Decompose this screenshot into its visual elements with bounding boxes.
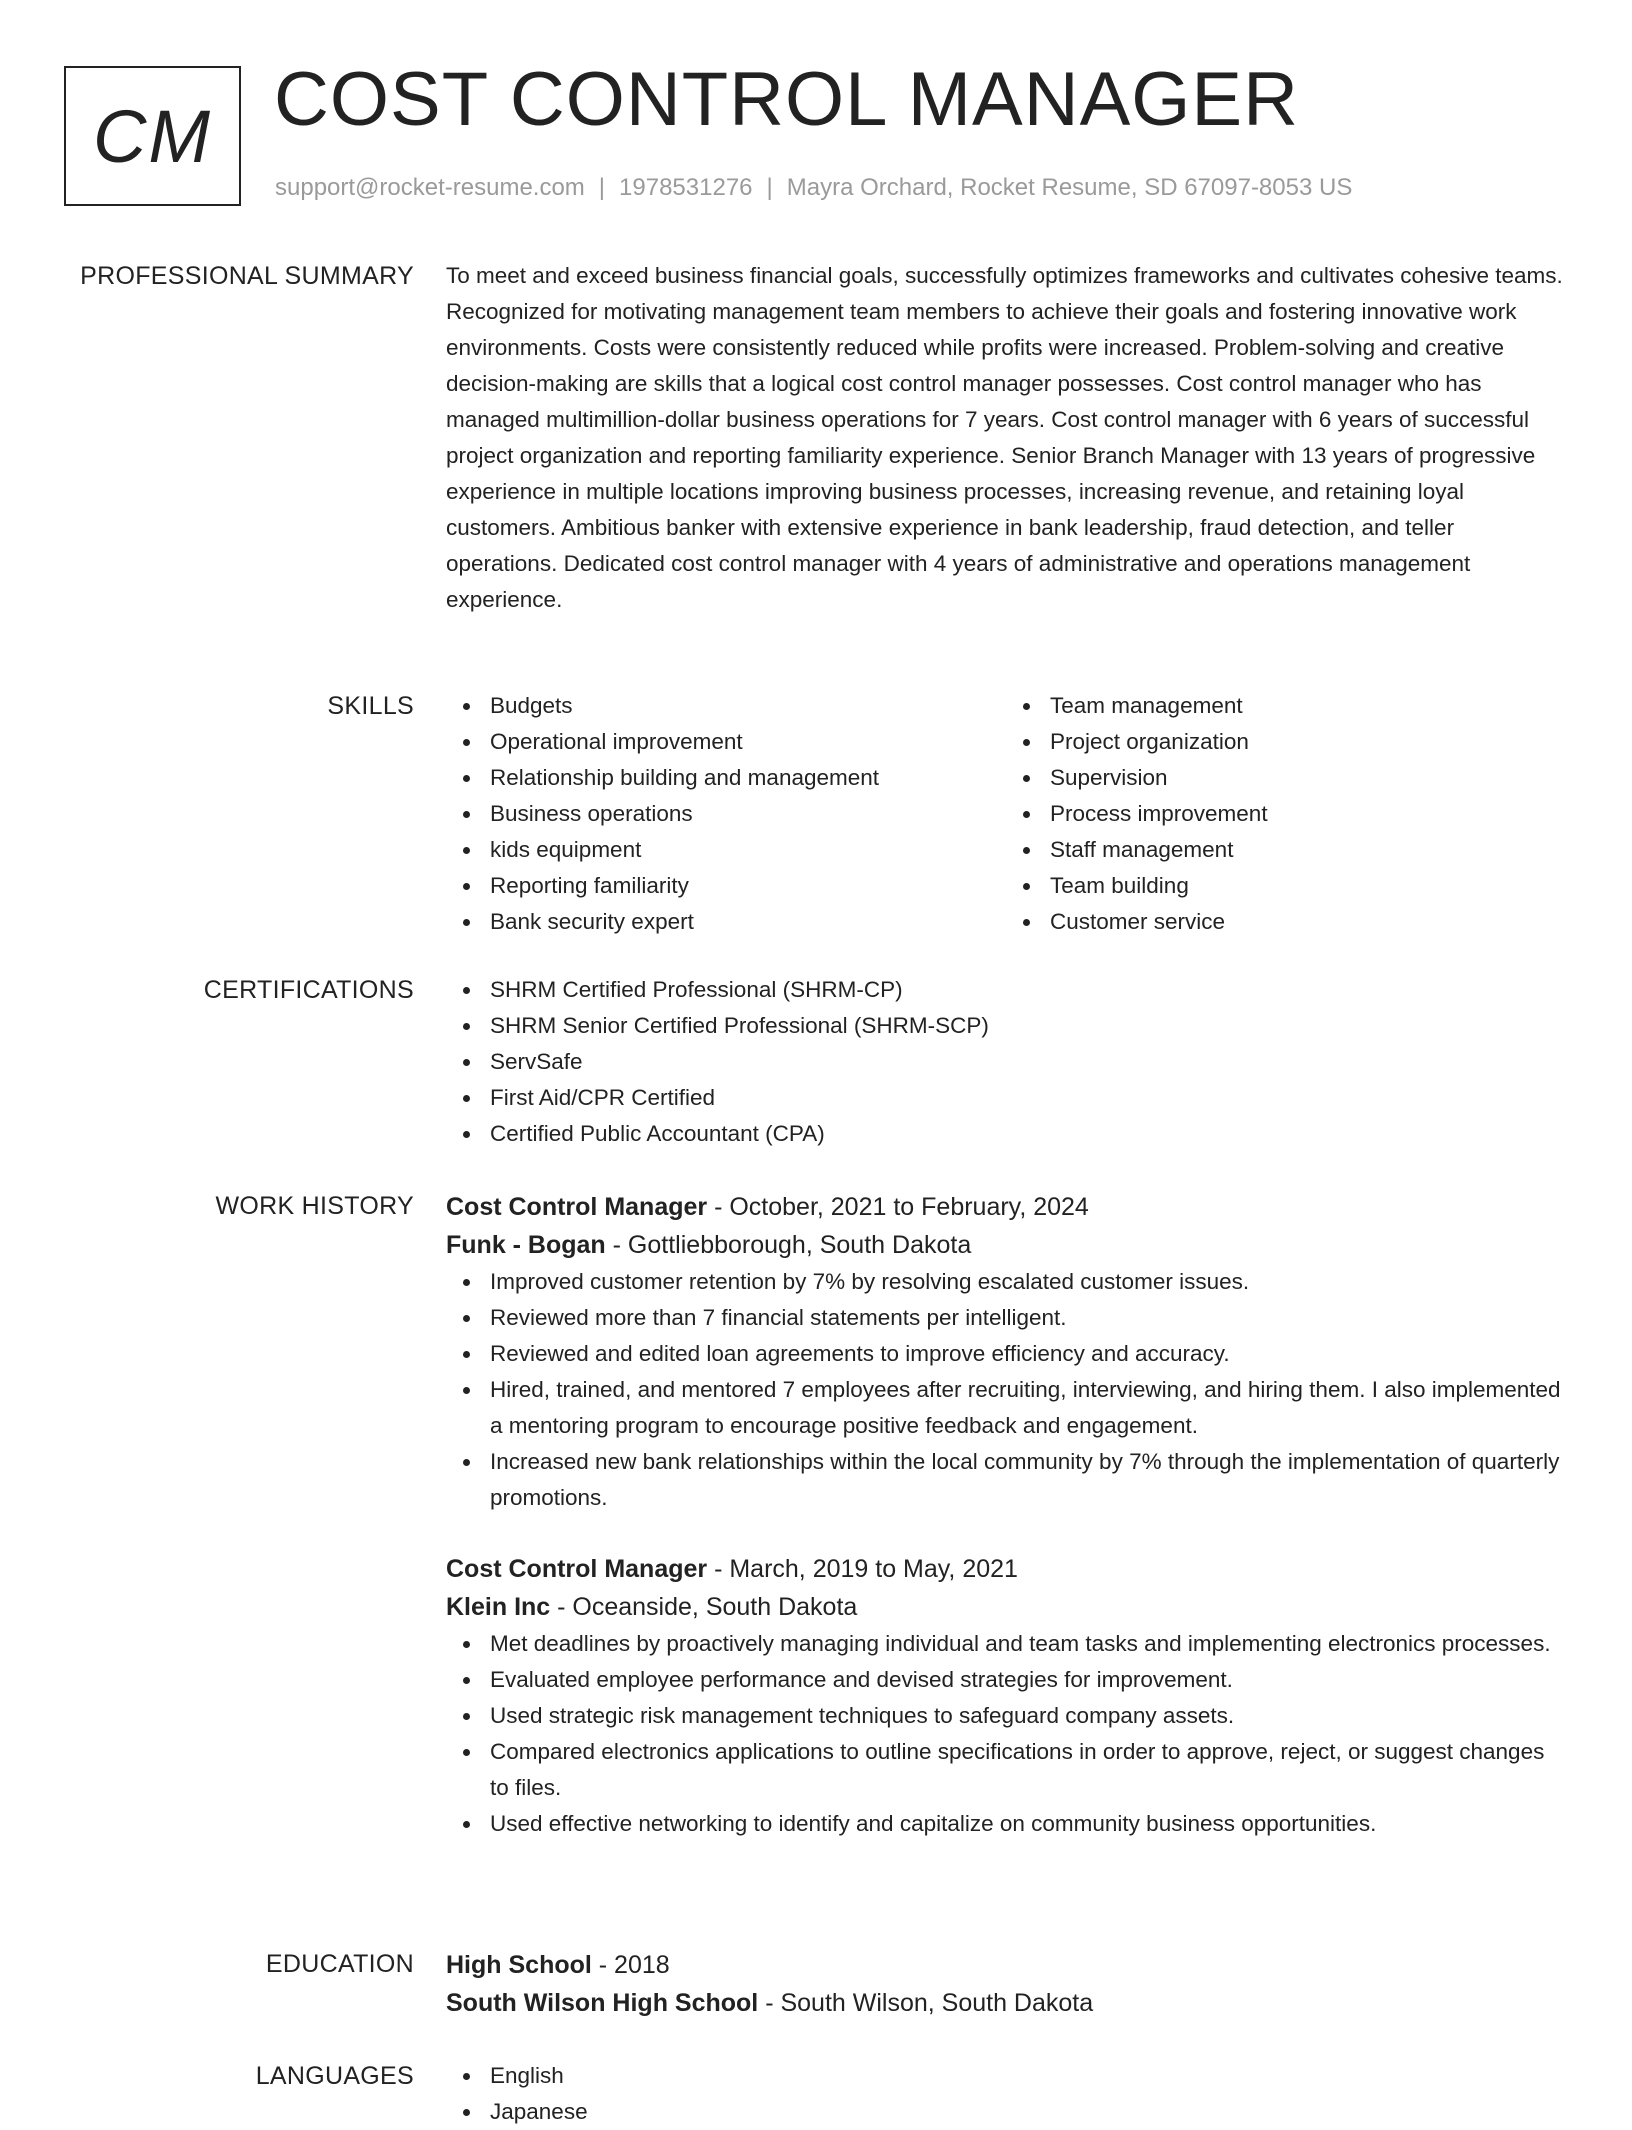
job-title-line xyxy=(446,1550,1566,1588)
list-item: First Aid/CPR Certified xyxy=(490,1080,1566,1116)
list-item: Project organization xyxy=(1050,724,1566,760)
phone-text: 1978531276 xyxy=(619,174,753,201)
education-degree-line xyxy=(446,1946,1566,1984)
skills-list-right xyxy=(1006,688,1566,940)
job-bullet: Used strategic risk management techniques to safeguard company assets. xyxy=(490,1698,1566,1734)
section-label-summary: PROFESSIONAL SUMMARY xyxy=(80,262,414,290)
job-company: Klein Inc xyxy=(446,1593,551,1621)
education-body xyxy=(446,1946,1566,2022)
list-item: Japanese xyxy=(490,2094,1566,2130)
job-bullet: Reviewed and edited loan agreements to improve efficiency and accuracy. xyxy=(490,1336,1566,1372)
education-degree: High School xyxy=(446,1951,592,1979)
list-item: Team building xyxy=(1050,868,1566,904)
work-history-body xyxy=(446,1188,1566,1876)
certifications-list xyxy=(446,972,1566,1152)
list-item: Operational improvement xyxy=(490,724,1006,760)
list-item: Budgets xyxy=(490,688,1006,724)
job-company-line xyxy=(446,1588,1566,1626)
education-year: - 2018 xyxy=(591,1951,670,1979)
education-location: - South Wilson, South Dakota xyxy=(758,1989,1094,2017)
section-label-languages: LANGUAGES xyxy=(255,2062,414,2090)
job-entry xyxy=(446,1188,1566,1516)
job-company: Funk - Bogan xyxy=(446,1231,606,1259)
section-label-education: EDUCATION xyxy=(265,1950,414,1978)
skills-list-left xyxy=(446,688,1006,940)
job-bullet: Evaluated employee performance and devised strategies for improvement. xyxy=(490,1662,1566,1698)
certifications-body xyxy=(446,972,1566,1152)
job-title: Cost Control Manager xyxy=(446,1193,708,1221)
job-bullet-list xyxy=(446,1264,1566,1516)
list-item: Certified Public Accountant (CPA) xyxy=(490,1116,1566,1152)
email-text: support@rocket-resume.com xyxy=(275,174,585,201)
job-bullet: Hired, trained, and mentored 7 employees after recruiting, interviewing, and hiring them. I also implemented a mentoring program to encourage positive feedback and engagement. xyxy=(490,1372,1566,1444)
job-title-line xyxy=(446,1188,1566,1226)
education-school-line xyxy=(446,1984,1566,2022)
job-entry xyxy=(446,1550,1566,1842)
job-bullet: Improved customer retention by 7% by resolving escalated customer issues. xyxy=(490,1264,1566,1300)
list-item: SHRM Certified Professional (SHRM-CP) xyxy=(490,972,1566,1008)
section-label-skills: SKILLS xyxy=(327,692,414,720)
job-bullet: Reviewed more than 7 financial statements per intelligent. xyxy=(490,1300,1566,1336)
job-dates: - October, 2021 to February, 2024 xyxy=(707,1193,1089,1221)
page-title: COST CONTROL MANAGER xyxy=(274,57,1299,142)
list-item: Staff management xyxy=(1050,832,1566,868)
contact-line xyxy=(275,174,1352,202)
job-bullet: Met deadlines by proactively managing individual and team tasks and implementing electronics processes. xyxy=(490,1626,1566,1662)
job-bullet-list xyxy=(446,1626,1566,1842)
skills-columns xyxy=(446,688,1566,940)
job-location: - Gottliebborough, South Dakota xyxy=(605,1231,972,1259)
list-item: English xyxy=(490,2058,1566,2094)
section-label-work-history: WORK HISTORY xyxy=(215,1192,414,1220)
list-item: Reporting familiarity xyxy=(490,868,1006,904)
list-item: Business operations xyxy=(490,796,1006,832)
separator: | xyxy=(766,174,773,201)
list-item: Supervision xyxy=(1050,760,1566,796)
job-location: - Oceanside, South Dakota xyxy=(550,1593,858,1621)
list-item: Customer service xyxy=(1050,904,1566,940)
job-bullet: Used effective networking to identify and capitalize on community business opportunities. xyxy=(490,1806,1566,1842)
job-bullet: Increased new bank relationships within the local community by 7% through the implementation of quarterly promotions. xyxy=(490,1444,1566,1516)
list-item: ServSafe xyxy=(490,1044,1566,1080)
summary-text: To meet and exceed business financial goals, successfully optimizes frameworks and cultivates cohesive teams. Recognized for motivating management team members to achieve their goals and fostering innovative work environments. Costs were consistently reduced while profits were increased. Problem-solving and creative decision-making are skills that a logical cost control manager possesses. Cost control manager who has managed multimillion-dollar business operations for 7 years. Cost control manager with 6 years of successful project organization and reporting familiarity experience. Senior Branch Manager with 13 years of progressive experience in multiple locations improving business processes, increasing revenue, and retaining loyal customers. Ambitious banker with extensive experience in bank leadership, fraud detection, and teller operations. Dedicated cost control manager with 4 years of administrative and operations management experience. xyxy=(446,263,1563,612)
list-item: Team management xyxy=(1050,688,1566,724)
section-label-certifications: CERTIFICATIONS xyxy=(203,976,414,1004)
list-item: SHRM Senior Certified Professional (SHRM-SCP) xyxy=(490,1008,1566,1044)
list-item: Relationship building and management xyxy=(490,760,1006,796)
monogram-logo: CM xyxy=(64,66,241,206)
job-company-line xyxy=(446,1226,1566,1264)
list-item: Process improvement xyxy=(1050,796,1566,832)
list-item: kids equipment xyxy=(490,832,1006,868)
address-text: Mayra Orchard, Rocket Resume, SD 67097-8053 US xyxy=(786,174,1353,201)
list-item: Bank security expert xyxy=(490,904,1006,940)
job-title: Cost Control Manager xyxy=(446,1555,708,1583)
separator: | xyxy=(598,174,606,201)
languages-list xyxy=(446,2058,1566,2130)
education-school: South Wilson High School xyxy=(446,1989,759,2017)
job-dates: - March, 2019 to May, 2021 xyxy=(707,1555,1018,1583)
job-bullet: Compared electronics applications to outline specifications in order to approve, reject, or suggest changes to files. xyxy=(490,1734,1566,1806)
languages-body xyxy=(446,2058,1566,2130)
